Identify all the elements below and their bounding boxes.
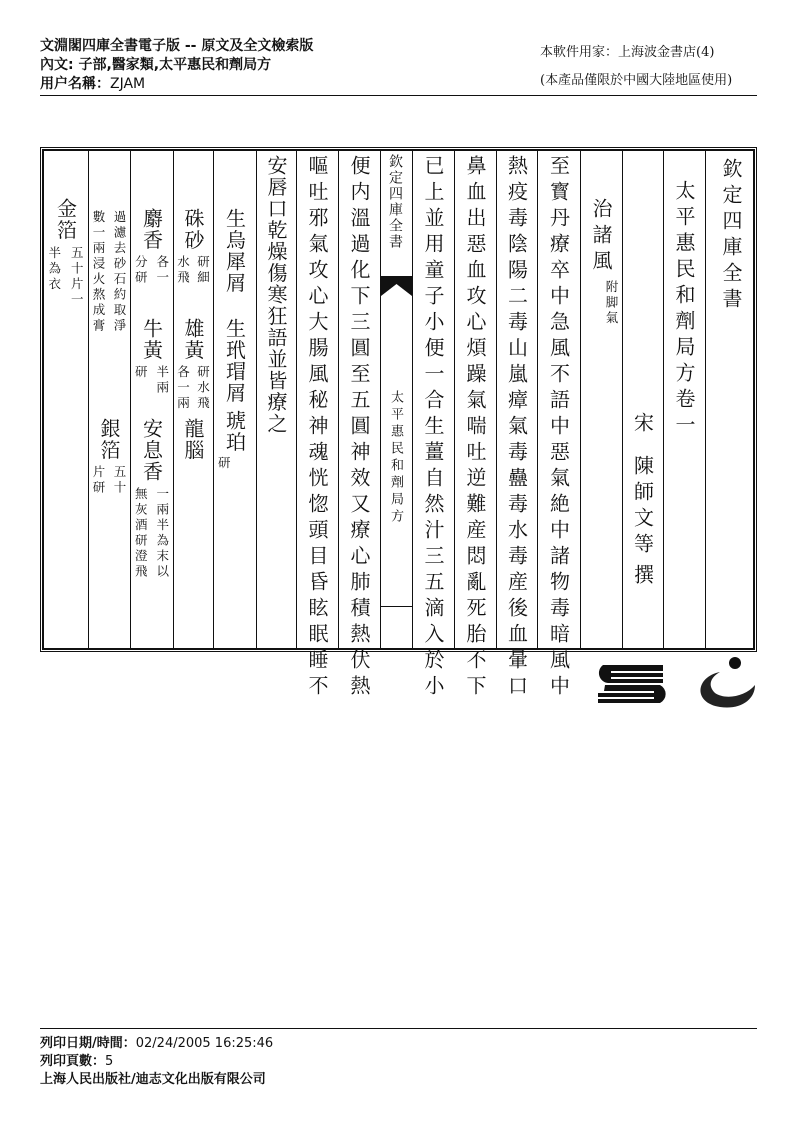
column-text: 琥珀: [222, 410, 247, 453]
column-text: 牛黃: [139, 318, 164, 361]
column-text: 龍腦: [181, 418, 205, 461]
column-divider: [663, 150, 664, 649]
annotation-right: 五十: [112, 465, 127, 496]
annotation-right: 過濾去砂石約取淨: [112, 210, 127, 334]
publisher-name: 上海人民出版社/迪志文化出版有限公司: [40, 1072, 266, 1087]
annotation-left: 無灰酒研澄飛: [133, 487, 149, 580]
annotation-right: 各一: [154, 255, 170, 286]
restriction-text: (本產品僅限於中國大陸地區使用): [540, 73, 733, 88]
annotation-left: 研: [133, 365, 149, 381]
annotation-left: 片研: [91, 465, 106, 496]
column-divider: [88, 150, 89, 649]
center-column-top-title: 欽定四庫全書: [387, 154, 403, 250]
column-divider: [173, 150, 174, 649]
column-divider: [412, 150, 413, 649]
publisher-logo: [595, 655, 760, 715]
print-datetime: [40, 1032, 273, 1051]
center-column-book-title: 太平惠民和劑局方: [388, 390, 403, 526]
user-name-value: ZJAM: [110, 76, 146, 92]
column-divider: [130, 150, 131, 649]
user-name-label: 用户名稱：: [40, 76, 110, 92]
column-divider: [537, 150, 538, 649]
column-text: 雄黃: [181, 318, 205, 361]
print-pages-value: 5: [105, 1054, 114, 1069]
column-text: 安息香: [139, 418, 164, 483]
books-logo-icon: [598, 665, 666, 703]
column-text: 治諸風: [589, 198, 613, 276]
header-divider: [40, 95, 757, 96]
footer-divider: [40, 1028, 757, 1029]
column-divider: [580, 150, 581, 649]
annotation-right: 研水飛: [195, 365, 211, 412]
annotation-right: 一兩半為末以: [154, 487, 170, 580]
column-divider: [256, 150, 257, 649]
column-text: 硃砂: [181, 208, 205, 251]
breadcrumb: 內文: 子部,醫家類,太平惠民和劑局方: [40, 57, 272, 73]
annotation-left: 水飛: [175, 255, 191, 286]
column-text: 熱疫毒陰陽二毒山嵐瘴氣毒蠱毒水毒産後血暈口: [504, 155, 529, 701]
annotation-right: 五十片一: [69, 246, 85, 308]
column-divider: [454, 150, 455, 649]
app-title: 文淵閣四庫全書電子版 -- 原文及全文檢索版: [40, 38, 314, 54]
column-text: 鼻血出惡血攻心煩躁氣喘吐逆難産悶亂死胎不下: [463, 155, 487, 701]
column-text: 欽定四庫全書: [719, 158, 743, 314]
column-divider: [380, 150, 381, 649]
column-text: 太平惠民和劑局方卷一: [672, 180, 696, 440]
column-text: 陳師文等: [630, 455, 655, 559]
column-text: 宋: [630, 412, 655, 438]
annotation-left: 數一兩浸火熬成膏: [91, 210, 106, 334]
column-divider: [622, 150, 623, 649]
user-name: [40, 75, 145, 93]
column-text: 金箔: [53, 198, 78, 241]
center-column-divider: [381, 606, 412, 607]
column-divider: [338, 150, 339, 649]
column-text: 銀箔: [97, 418, 121, 461]
column-text: 嘔吐邪氣攻心大腸風秘神魂恍惚頭目昏眩眠睡不: [305, 155, 329, 701]
print-datetime-label: 列印日期/時間：: [40, 1036, 136, 1051]
column-text: 安唇口乾燥傷寒狂語並皆療之: [264, 155, 288, 435]
fishtail-mark-icon: [381, 276, 412, 296]
column-text: 至寳丹療卒中急風不語中惡氣絶中諸物毒暗風中: [546, 155, 571, 701]
column-text: 已上並用童子小便一合生薑自然汁三五滴入於小: [421, 155, 445, 701]
annotation-left: 各一兩: [175, 365, 191, 412]
column-text: 生烏犀屑: [222, 208, 247, 294]
print-pages-label: 列印頁數：: [40, 1054, 106, 1069]
column-divider: [496, 150, 497, 649]
print-pages: [40, 1050, 113, 1069]
annotation-right: 半兩: [154, 365, 170, 396]
annotation-left: 半為衣: [46, 246, 62, 293]
column-text: 麝香: [139, 208, 164, 251]
annotation-left: 分研: [133, 255, 149, 286]
column-divider: [705, 150, 706, 649]
annotation-left: 研: [216, 456, 232, 472]
licensee-text: 本軟件用家：上海波金書店(4): [540, 45, 715, 60]
column-divider: [296, 150, 297, 649]
column-text: 便内溫過化下三圓至五圓神效又療心肺積熱伏熱: [347, 155, 371, 701]
brush-logo-icon: [700, 657, 755, 708]
print-datetime-value: 02/24/2005 16:25:46: [135, 1036, 274, 1051]
annotation-right: 研細: [195, 255, 211, 286]
column-text: 生玳瑁屑: [222, 318, 247, 404]
column-divider: [213, 150, 214, 649]
annotation-right: 附脚氣: [604, 280, 619, 327]
column-text: 撰: [630, 564, 655, 590]
